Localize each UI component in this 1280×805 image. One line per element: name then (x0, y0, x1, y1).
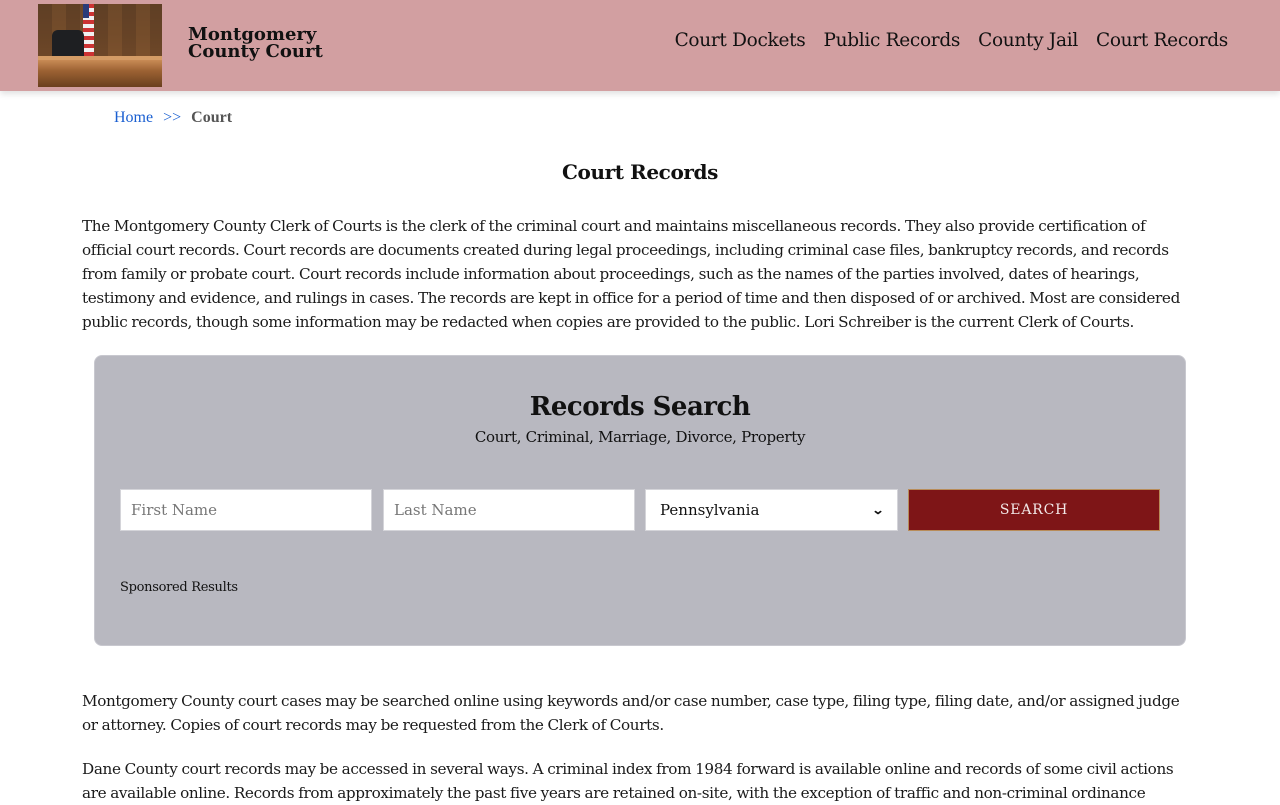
breadcrumb (114, 109, 232, 127)
courtroom-logo-image[interactable] (38, 4, 162, 87)
nav-county-jail[interactable]: County Jail (978, 30, 1078, 51)
chevron-down-icon: ⌄ (871, 503, 885, 517)
search-subtitle: Court, Criminal, Marriage, Divorce, Property (474, 428, 806, 446)
breadcrumb-current: Court (191, 109, 233, 126)
site-header (0, 0, 1280, 91)
records-search-panel (94, 355, 1186, 646)
nav-public-records[interactable]: Public Records (823, 30, 961, 51)
last-name-input[interactable] (383, 489, 635, 531)
intro-paragraph: The Montgomery County Clerk of Courts is the clerk of the criminal court and maintains miscellaneous records. They also provide certification of official court records. Court records are documents created during legal proceedings, including criminal case files, bankruptcy records, and records from family or probate court. Court records include information about proceedings, such as the names of the parties involved, dates of hearings, testimony and evidence, and rulings in cases. The records are kept in office for a period of time and then disposed of or archived. Most are considered public records, though some information may be redacted when copies are provided to the public. Lori Schreiber is the current Clerk of Courts. (82, 217, 1180, 331)
breadcrumb-separator: >> (163, 109, 182, 126)
page-title: Court Records (562, 160, 718, 184)
nav-court-records[interactable]: Court Records (1095, 30, 1228, 51)
access-info-paragraph: Dane County court records may be accessed in several ways. A criminal index from 1984 forward is available online and records of some civil actions are available online. Records from approximately the past five years are retained on-site, with the exception of traffic and non-criminal ordinance (82, 760, 1174, 802)
nav-court-dockets[interactable]: Court Dockets (674, 30, 806, 51)
breadcrumb-home-link[interactable]: Home (114, 109, 154, 126)
sponsored-results-label: Sponsored Results (120, 580, 238, 595)
search-title: Records Search (529, 392, 751, 422)
state-select-value: Pennsylvania (660, 501, 760, 519)
search-info-paragraph: Montgomery County court cases may be searched online using keywords and/or case number, case type, filing type, filing date, and/or assigned judge or attorney. Copies of court records may be requested from the Clerk of Courts. (82, 692, 1180, 734)
state-select[interactable] (645, 489, 898, 531)
search-button[interactable]: SEARCH (908, 489, 1160, 531)
main-nav (675, 30, 1228, 51)
site-title[interactable]: Montgomery County Court (188, 24, 323, 62)
first-name-input[interactable] (120, 489, 372, 531)
